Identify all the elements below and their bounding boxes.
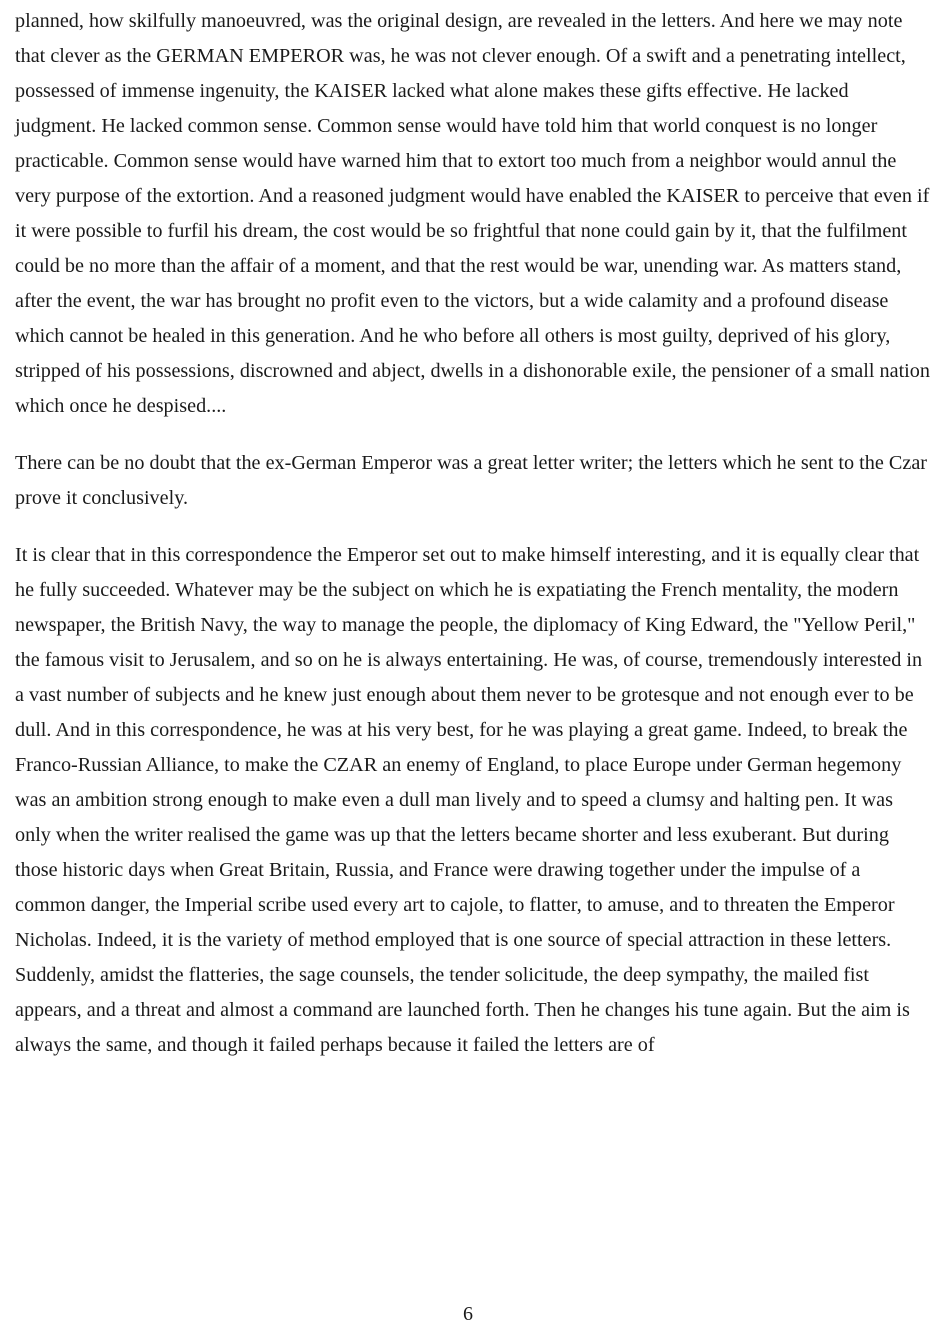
page-number: 6 bbox=[463, 1303, 473, 1325]
paragraph-correspondence: It is clear that in this correspondence the Emperor set out to make himself interesting, and it is equally clear that he fully succeeded. Whatever may be the subject on which he is expatiating the French mentality, the modern newspaper, the British Navy, the way to manage the people, the diplomacy of King Edward, the "Yellow Peril," the famous visit to Jerusalem, and so on he is always entertaining. He was, of course, tremendously interested in a vast number of subjects and he knew just enough about them never to be grotesque and not enough ever to be dull. And in this correspondence, he was at his very best, for he was playing a great game. Indeed, to break the Franco-Russian Alliance, to make the CZAR an enemy of England, to place Europe under German hegemony was an ambition strong enough to make even a dull man lively and to speed a clumsy and halting pen. It was only when the writer realised the game was up that the letters became shorter and less exuberant. But during those historic days when Great Britain, Russia, and France were drawing together under the impulse of a common danger, the Imperial scribe used every art to cajole, to flatter, to amuse, and to threaten the Emperor Nicholas. Indeed, it is the variety of method employed that is one source of special attraction in these letters. Suddenly, amidst the flatteries, the sage counsels, the tender solicitude, the deep sympathy, the mailed fist appears, and a threat and almost a command are launched forth. Then he changes his tune again. But the aim is always the same, and though it failed perhaps because it failed the letters are of bbox=[15, 544, 923, 1056]
paragraph-letter-writer: There can be no doubt that the ex-German Emperor was a great letter writer; the letters which he sent to the Czar prove it conclusively. bbox=[15, 452, 927, 509]
paragraph-kaiser-judgment: planned, how skilfully manoeuvred, was the original design, are revealed in the letters. And here we may note that clever as the GERMAN EMPEROR was, he was not clever enough. Of a swift and a penetrating intellect, possessed of immense ingenuity, the KAISER lacked what alone makes these gifts effective. He lacked judgment. He lacked common sense. Common sense would have told him that world conquest is no longer practicable. Common sense would have warned him that to extort too much from a neighbor would annul the very purpose of the extortion. And a reasoned judgment would have enabled the KAISER to perceive that even if it were possible to furfil his dream, the cost would be so frightful that none could gain by it, that the fulfilment could be no more than the affair of a moment, and that the rest would be war, unending war. As matters stand, after the event, the war has brought no profit even to the victors, but a wide calamity and a profound disease which cannot be healed in this generation. And he who before all others is most guilty, deprived of his glory, stripped of his possessions, discrowned and abject, dwells in a dishonorable exile, the pensioner of a small nation which once he despised.... bbox=[15, 10, 930, 417]
page-body bbox=[15, 4, 933, 1063]
